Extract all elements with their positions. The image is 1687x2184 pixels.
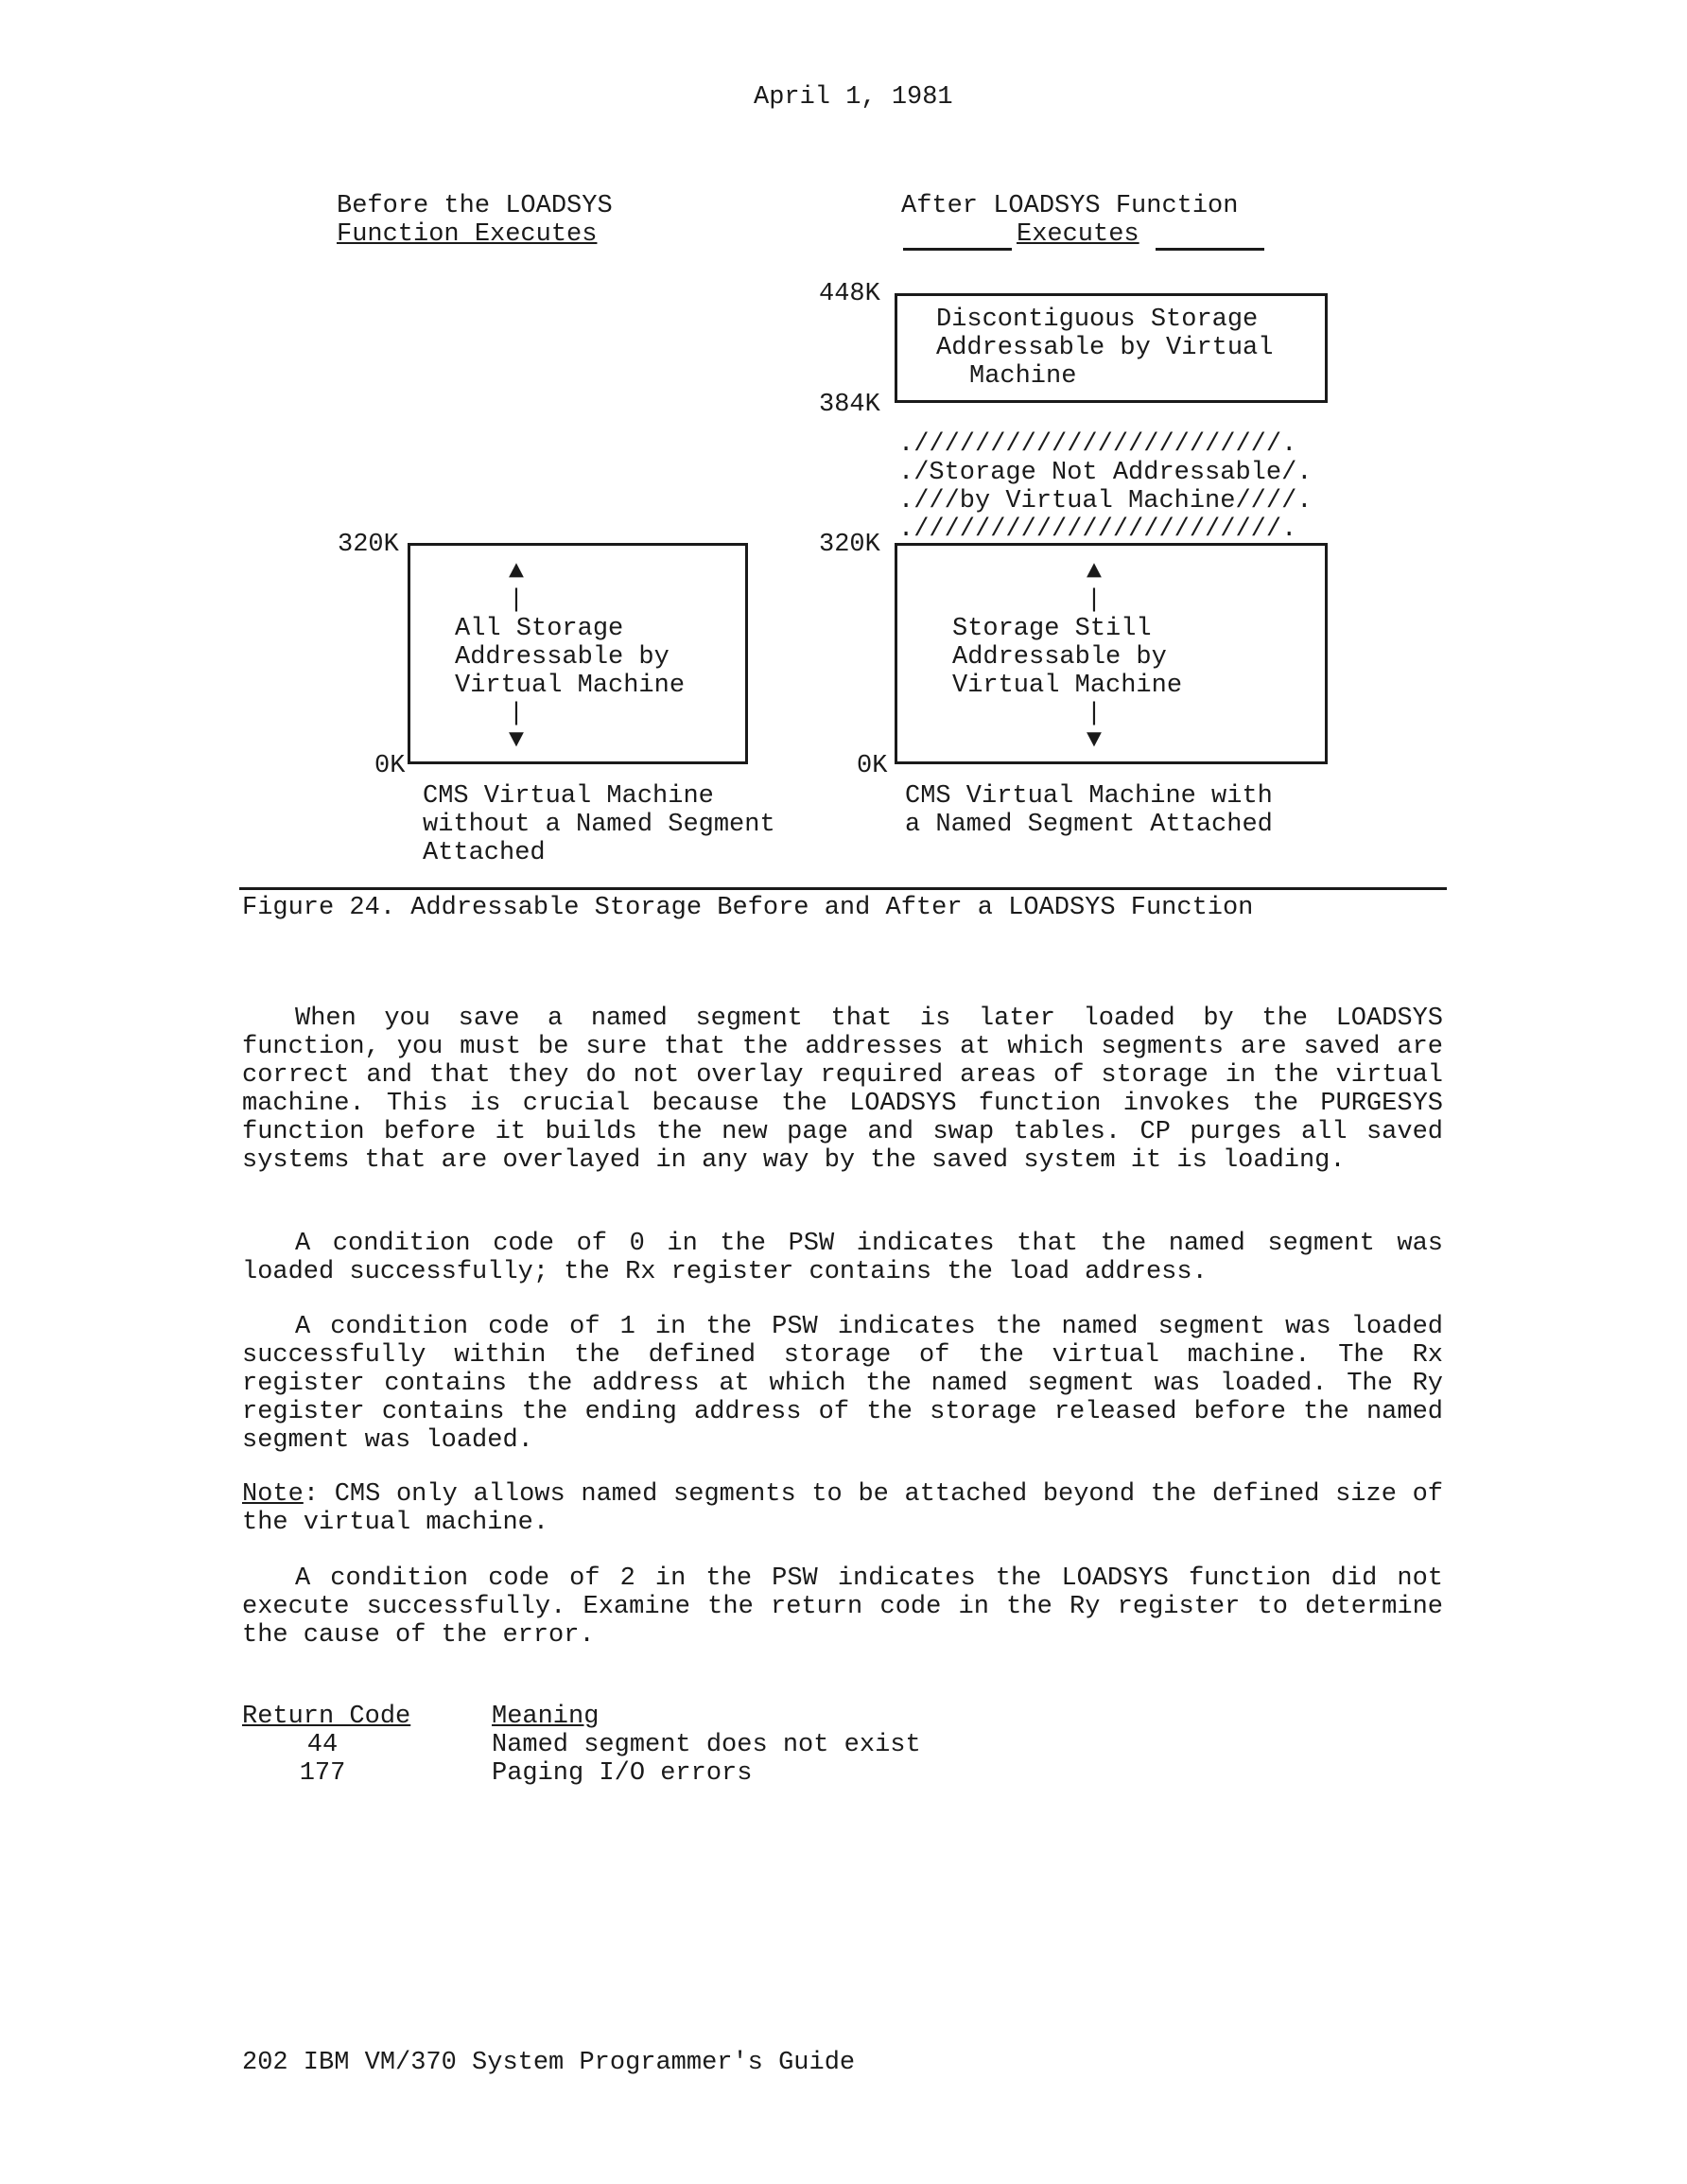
- right-box-text-3: Virtual Machine: [952, 672, 1183, 700]
- left-down-shaft-icon: |: [508, 700, 525, 728]
- return-code-meaning: Named segment does not exist: [492, 1731, 921, 1759]
- note-label: Note: [242, 1480, 304, 1509]
- left-figure-title-line2: Function Executes: [337, 220, 598, 249]
- right-down-shaft-icon: |: [1086, 700, 1103, 728]
- note-text: : CMS only allows named segments to be attached beyond the defined size of the virtual machine.: [242, 1480, 1443, 1537]
- discontiguous-text-3: Machine: [969, 362, 1077, 391]
- note-paragraph: [242, 1480, 1443, 1537]
- hatched-line-3: .///by Virtual Machine////.: [898, 487, 1313, 515]
- label-448k: 448K: [819, 280, 880, 308]
- right-title-underline-right: [1156, 248, 1264, 251]
- left-box-text-1: All Storage: [455, 615, 624, 643]
- left-caption-1: CMS Virtual Machine: [423, 782, 714, 811]
- discontiguous-text-2: Addressable by Virtual: [936, 334, 1274, 362]
- figure-caption: Figure 24. Addressable Storage Before and After a LOADSYS Function: [242, 894, 1254, 922]
- meaning-header: Meaning: [492, 1703, 600, 1731]
- left-box-text-3: Virtual Machine: [455, 672, 686, 700]
- page-footer: 202 IBM VM/370 System Programmer's Guide: [242, 2049, 856, 2077]
- right-label-320k: 320K: [819, 531, 880, 559]
- left-figure-title-line1: Before the LOADSYS: [337, 192, 613, 220]
- paragraph-condition-code-0: A condition code of 0 in the PSW indicates that the named segment was loaded successfully; the Rx register contains the load address.: [242, 1230, 1443, 1286]
- page-date: April 1, 1981: [754, 83, 953, 112]
- hatched-line-1: .////////////////////////.: [898, 430, 1297, 459]
- right-box-text-1: Storage Still: [952, 615, 1152, 643]
- discontiguous-text-1: Discontiguous Storage: [936, 306, 1259, 334]
- right-caption-2: a Named Segment Attached: [905, 811, 1273, 839]
- right-down-arrow-icon: ▼: [1086, 726, 1103, 755]
- left-box-text-2: Addressable by: [455, 643, 670, 672]
- left-up-arrow-icon: ▲: [508, 558, 525, 586]
- right-label-0k: 0K: [857, 752, 888, 780]
- right-figure-title-line2: Executes: [1017, 220, 1139, 249]
- paragraph-condition-code-2: A condition code of 2 in the PSW indicates the LOADSYS function did not execute successfully. Examine the return code in the Ry register to determine the cause of the error.: [242, 1564, 1443, 1650]
- left-down-arrow-icon: ▼: [508, 726, 525, 755]
- left-up-shaft-icon: |: [508, 586, 525, 615]
- return-code-value: 177: [299, 1759, 346, 1788]
- label-384k: 384K: [819, 391, 880, 419]
- return-code-header: Return Code: [242, 1703, 411, 1731]
- right-up-shaft-icon: |: [1086, 586, 1103, 615]
- hatched-line-4: .////////////////////////.: [898, 515, 1297, 544]
- right-up-arrow-icon: ▲: [1086, 558, 1103, 586]
- return-code-value: 44: [306, 1731, 339, 1759]
- left-label-320k: 320K: [338, 531, 399, 559]
- return-code-meaning: Paging I/O errors: [492, 1759, 753, 1788]
- right-figure-title-line1: After LOADSYS Function: [901, 192, 1239, 220]
- paragraph-condition-code-1: A condition code of 1 in the PSW indicates the named segment was loaded successfully within the defined storage of the virtual machine. The Rx register contains the address at which the named segment was loaded. The Ry register contains the ending address of the storage released before the named segment was loaded.: [242, 1313, 1443, 1455]
- left-label-0k: 0K: [374, 752, 406, 780]
- right-box-text-2: Addressable by: [952, 643, 1167, 672]
- right-caption-1: CMS Virtual Machine with: [905, 782, 1273, 811]
- left-caption-3: Attached: [423, 839, 546, 867]
- right-title-underline-left: [903, 248, 1012, 251]
- hatched-line-2: ./Storage Not Addressable/.: [898, 459, 1313, 487]
- left-caption-2: without a Named Segment: [423, 811, 775, 839]
- paragraph-saving-named-segment: When you save a named segment that is later loaded by the LOADSYS function, you must be sure that the addresses at which segments are saved are correct and that they do not overlay required areas of storage in the virtual machine. This is crucial because the LOADSYS function invokes the PURGESYS function before it builds the new page and swap tables. CP purges all saved systems that are overlayed in any way by the saved system it is loading.: [242, 1005, 1443, 1175]
- figure-caption-rule: [239, 887, 1447, 890]
